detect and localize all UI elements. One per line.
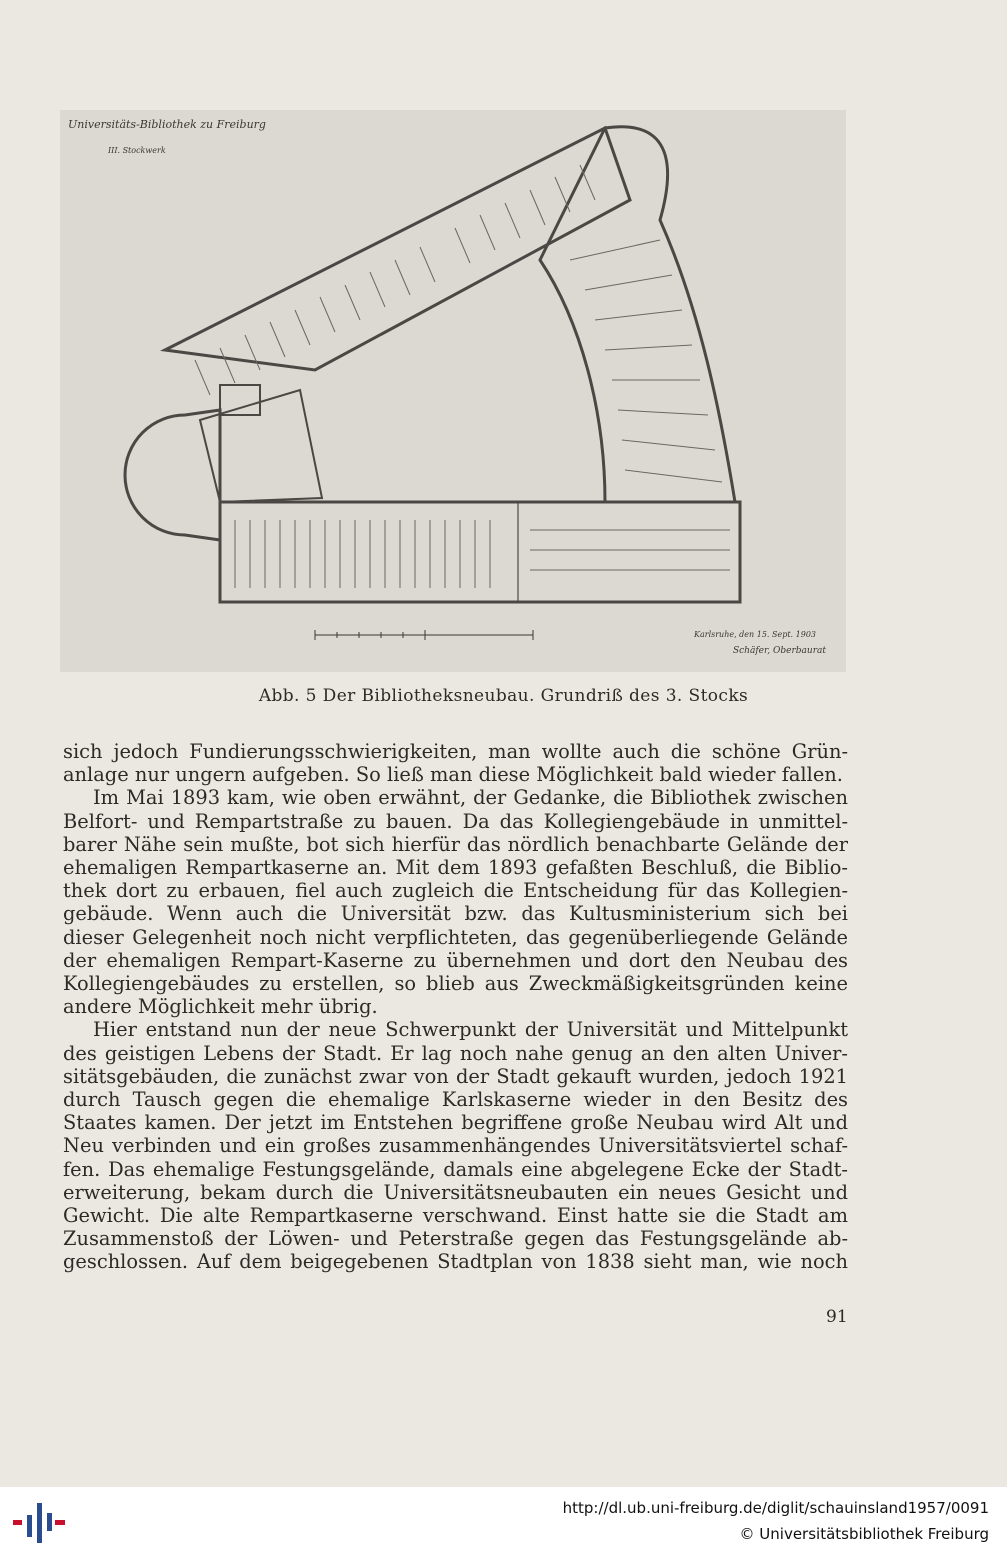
plan-handwritten-title: Universitäts-Bibliothek zu Freiburg	[68, 118, 266, 131]
plan-round-pavilion	[125, 410, 220, 540]
text-line: Staates kamen. Der jetzt im Entstehen begriffene große Neubau wird Alt und	[63, 1111, 848, 1135]
copyright-notice: © Universitätsbibliothek Freiburg	[739, 1525, 989, 1543]
text-line: geschlossen. Auf dem beigegebenen Stadtplan von 1838 sieht man, wie noch	[63, 1250, 848, 1274]
text-line: Hier entstand nun der neue Schwerpunkt der Universität und Mittelpunkt	[93, 1018, 848, 1042]
text-line: erweiterung, bekam durch die Universitätsneubauten ein neues Gesicht und	[63, 1180, 848, 1204]
permalink-link[interactable]: http://dl.ub.uni-freiburg.de/diglit/schauinsland1957/0091	[562, 1499, 989, 1517]
plan-handwritten-floor: III. Stockwerk	[108, 146, 166, 155]
text-line: gebäude. Wenn auch die Universität bzw. das Kultusministerium sich bei	[63, 902, 848, 926]
text-line: dieser Gelegenheit noch nicht verpflichteten, das gegenüberliegende Gelände	[63, 925, 848, 949]
floor-plan-figure	[60, 110, 846, 672]
plan-shelves-curved	[570, 240, 722, 482]
text-line: Im Mai 1893 kam, wie oben erwähnt, der Gedanke, die Bibliothek zwischen	[93, 786, 848, 810]
text-line: ehemaligen Rempartkaserne an. Mit dem 1893 gefaßten Beschluß, die Biblio-	[63, 856, 848, 880]
text-line: fen. Das ehemalige Festungsgelände, damals eine abgelegene Ecke der Stadt-	[63, 1157, 848, 1181]
plan-diagonal-wing	[165, 128, 630, 370]
text-line: andere Möglichkeit mehr übrig.	[63, 995, 378, 1019]
text-line: anlage nur ungern aufgeben. So ließ man diese Möglichkeit bald wieder fallen.	[63, 763, 843, 787]
text-line: der ehemaligen Rempart-Kaserne zu übernehmen und dort den Neubau des	[63, 948, 848, 972]
text-line: durch Tausch gegen die ehemalige Karlskaserne wieder in den Besitz des	[63, 1088, 848, 1112]
plan-bottom-wing	[220, 502, 740, 602]
plan-curved-wing	[540, 127, 735, 502]
floor-plan-drawing	[60, 110, 846, 672]
text-line: Kollegiengebäudes zu erstellen, so blieb aus Zweckmäßigkeitsgründen keine	[63, 972, 848, 996]
ub-freiburg-logo-icon	[13, 1501, 65, 1545]
text-line: des geistigen Lebens der Stadt. Er lag noch nahe genug an den alten Univer-	[63, 1041, 848, 1065]
page-number: 91	[826, 1307, 848, 1327]
plan-stair	[220, 385, 260, 415]
plan-shelves-bottom	[235, 520, 730, 588]
body-text	[63, 740, 848, 1274]
text-line: sich jedoch Fundierungsschwierigkeiten, man wollte auch die schöne Grün-	[63, 740, 848, 763]
text-line: barer Nähe sein mußte, bot sich hierfür das nördlich benachbarte Gelände der	[63, 832, 848, 856]
text-line: Neu verbinden und ein großes zusammenhängendes Universitätsviertel schaf-	[63, 1134, 848, 1158]
text-line: thek dort zu erbauen, fiel auch zugleich die Entscheidung für das Kollegien-	[63, 879, 848, 903]
figure-caption: Abb. 5 Der Bibliotheksneubau. Grundriß des 3. Stocks	[258, 686, 749, 706]
text-line: Zusammenstoß der Löwen- und Peterstraße gegen das Festungsgelände ab-	[63, 1227, 848, 1251]
viewer-footer	[0, 1487, 1007, 1559]
plan-handwritten-date: Karlsruhe, den 15. Sept. 1903	[694, 630, 816, 639]
text-line: Gewicht. Die alte Rempartkaserne verschwand. Einst hatte sie die Stadt am	[63, 1204, 848, 1228]
text-line: Belfort- und Rempartstraße zu bauen. Da das Kollegiengebäude in unmittel-	[63, 809, 848, 833]
plan-handwritten-signature: Schäfer, Oberbaurat	[732, 646, 826, 656]
scale-bar	[315, 630, 533, 640]
text-line: sitätsgebäuden, die zunächst zwar von der Stadt gekauft wurden, jedoch 1921	[63, 1064, 848, 1088]
